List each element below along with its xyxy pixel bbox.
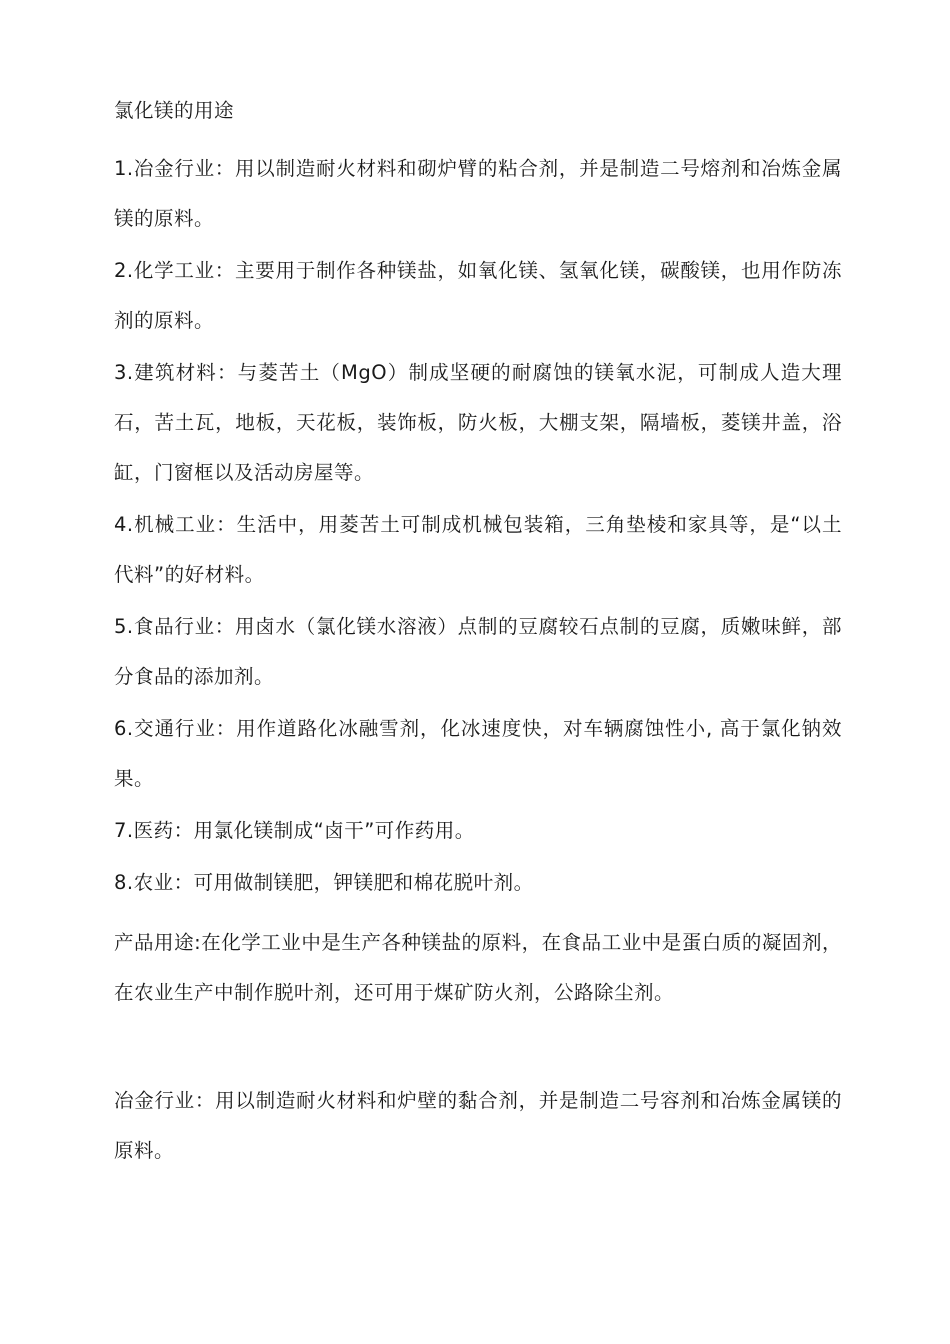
usage-list bbox=[114, 144, 842, 908]
list-item: 2.化学工业：主要用于制作各种镁盐，如氧化镁、氢氧化镁，碳酸镁，也用作防冻剂的原料。 bbox=[114, 259, 842, 332]
list-item: 1.冶金行业：用以制造耐火材料和砌炉臂的粘合剂，并是制造二号熔剂和冶炼金属镁的原料。 bbox=[114, 157, 842, 230]
list-item: 6.交通行业：用作道路化冰融雪剂，化冰速度快，对车辆腐蚀性小, 高于氯化钠效果。 bbox=[114, 717, 842, 790]
list-item: 7.医药：用氯化镁制成“卤干”可作药用。 bbox=[114, 819, 475, 842]
metallurgy-paragraph: 冶金行业：用以制造耐火材料和炉壁的黏合剂，并是制造二号容剂和冶炼金属镁的原料。 bbox=[114, 1089, 842, 1162]
list-item: 3.建筑材料：与菱苦土（MgO）制成坚硬的耐腐蚀的镁氧水泥，可制成人造大理石，苦土瓦，地板，天花板，装饰板，防火板，大棚支架，隔墙板，菱镁井盖，浴缸，门窗框以及活动房屋等。 bbox=[114, 361, 842, 484]
list-item: 5.食品行业：用卤水（氯化镁水溶液）点制的豆腐较石点制的豆腐，质嫩味鲜，部分食品的添加剂。 bbox=[114, 615, 842, 688]
list-item: 4.机械工业：生活中，用菱苦土可制成机械包装箱，三角垫棱和家具等，是“以土代料”的好材料。 bbox=[114, 513, 842, 586]
product-usage-paragraph: 产品用途:在化学工业中是生产各种镁盐的原料，在食品工业中是蛋白质的凝固剂，在农业生产中制作脱叶剂，还可用于煤矿防火剂，公路除尘剂。 bbox=[114, 931, 842, 1004]
document-title: 氯化镁的用途 bbox=[114, 99, 235, 122]
list-item: 8.农业：可用做制镁肥，钾镁肥和棉花脱叶剂。 bbox=[114, 871, 534, 894]
document-body bbox=[114, 94, 842, 1176]
